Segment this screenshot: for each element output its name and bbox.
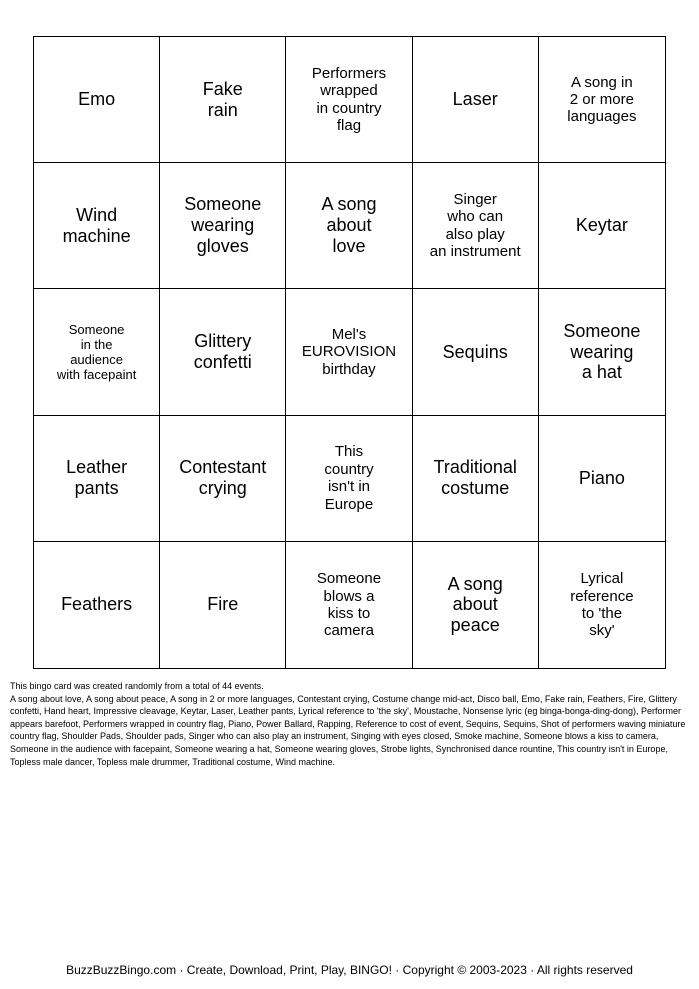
bingo-grid bbox=[33, 36, 666, 669]
bingo-cell bbox=[160, 542, 286, 668]
bingo-cell-text: Emo bbox=[78, 89, 116, 110]
bingo-cell-text: Mel's EUROVISION birthday bbox=[301, 325, 397, 378]
bingo-cell-text: Traditional costume bbox=[433, 457, 517, 499]
bingo-cell bbox=[160, 37, 286, 163]
bingo-cell-text: A song about love bbox=[321, 194, 377, 257]
bingo-cell-text: Someone wearing gloves bbox=[184, 194, 262, 257]
bingo-cell-text: Leather pants bbox=[66, 457, 128, 499]
bingo-cell bbox=[286, 416, 412, 542]
card-info-event-list: A song about love, A song about peace, A song in 2 or more languages, Contestant crying, Costume change mid-act, Disco ball, Emo, Fake rain, Feathers, Fire, Glittery confetti, Hand heart, Impressive cleavage, Keytar, Laser, Leather pants, Lyrical reference to 'the sky', Moustache, Nonsense lyric (eg binga-bonga-ding-dong), Performer appears barefoot, Performers wrapped in country flag, Piano, Power Ballard, Rapping, Reference to cost of event, Sequins, Sequins, Shot of performers waving miniature country flag, Shoulder Pads, Shoulder pads, Singer who can also play an instrument, Singing with eyes closed, Smoke machine, Someone blows a kiss to camera, Someone in the audience with facepaint, Someone wearing a hat, Someone wearing gloves, Strobe lights, Synchronised dance rountine, This country isn't in Europe, Topless male dancer, Topless male drummer, Traditional costume, Wind machine. bbox=[10, 693, 686, 767]
card-info-summary: This bingo card was created randomly from a total of 44 events. bbox=[10, 681, 264, 691]
bingo-cell bbox=[34, 163, 160, 289]
bingo-cell-text: Keytar bbox=[575, 215, 628, 236]
bingo-cell bbox=[286, 163, 412, 289]
bingo-cell-text: Feathers bbox=[61, 594, 133, 615]
bingo-cell-text: A song about peace bbox=[447, 573, 503, 636]
bingo-cell-text: Laser bbox=[452, 89, 498, 110]
bingo-cell bbox=[413, 542, 539, 668]
bingo-cell bbox=[286, 37, 412, 163]
bingo-cell-text: A song in 2 or more languages bbox=[567, 73, 637, 126]
bingo-cell bbox=[34, 289, 160, 415]
bingo-cell bbox=[539, 289, 665, 415]
bingo-cell bbox=[34, 416, 160, 542]
bingo-cell-text: Someone wearing a hat bbox=[563, 320, 641, 383]
bingo-cell bbox=[539, 37, 665, 163]
bingo-cell bbox=[413, 163, 539, 289]
bingo-cell-text: Piano bbox=[578, 467, 625, 488]
bingo-cell bbox=[160, 289, 286, 415]
card-info bbox=[10, 680, 690, 768]
bingo-cell-text: Performers wrapped in country flag bbox=[311, 64, 387, 134]
bingo-cell-text: Someone in the audience with facepaint bbox=[56, 321, 137, 383]
bingo-cell-text: Glittery confetti bbox=[193, 331, 252, 372]
bingo-cell-text: Fire bbox=[207, 594, 239, 615]
bingo-cell-text: Singer who can also play an instrument bbox=[429, 191, 521, 261]
footer-copyright: BuzzBuzzBingo.com · Create, Download, Print, Play, BINGO! · Copyright © 2003-2023 · All rights reserved bbox=[66, 963, 633, 977]
bingo-cell bbox=[160, 416, 286, 542]
bingo-cell bbox=[413, 289, 539, 415]
bingo-cell bbox=[413, 37, 539, 163]
bingo-cell-text: Fake rain bbox=[202, 78, 243, 120]
bingo-cell-text: Someone blows a kiss to camera bbox=[316, 570, 382, 640]
bingo-cell bbox=[539, 416, 665, 542]
bingo-cell-text: Sequins bbox=[442, 341, 508, 362]
bingo-cell bbox=[34, 37, 160, 163]
bingo-cell bbox=[286, 542, 412, 668]
bingo-cell bbox=[413, 416, 539, 542]
bingo-cell-text: Lyrical reference to 'the sky' bbox=[570, 570, 634, 640]
bingo-cell bbox=[539, 542, 665, 668]
bingo-cell bbox=[539, 163, 665, 289]
bingo-cell bbox=[160, 163, 286, 289]
bingo-cell-text: Contestant crying bbox=[179, 457, 267, 499]
bingo-cell bbox=[286, 289, 412, 415]
bingo-cell-text: Wind machine bbox=[62, 204, 131, 246]
bingo-cell bbox=[34, 542, 160, 668]
bingo-cell-text: This country isn't in Europe bbox=[324, 443, 374, 513]
